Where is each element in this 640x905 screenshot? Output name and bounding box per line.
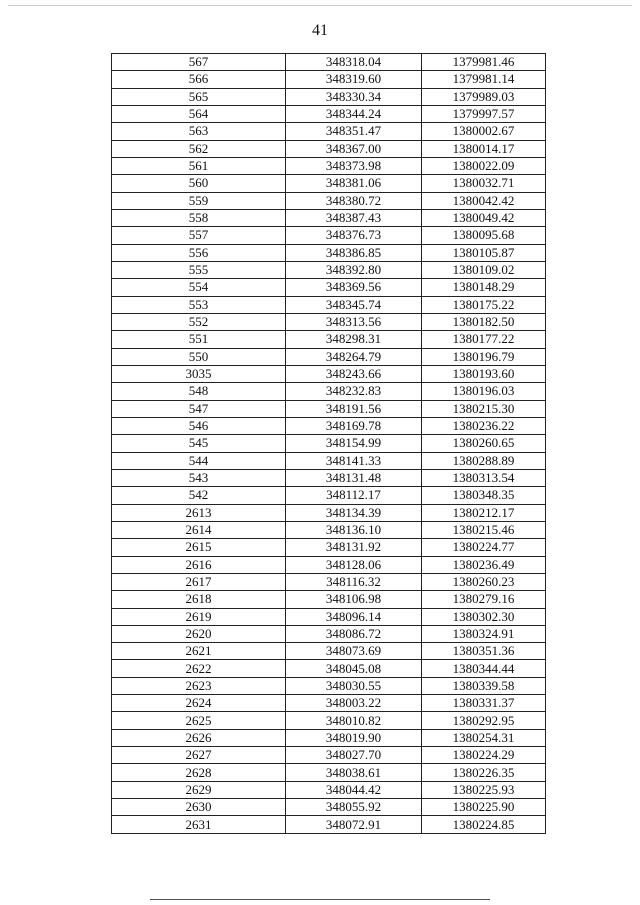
table-row (112, 348, 546, 365)
y-coordinate-cell: 1380339.58 (422, 677, 546, 694)
point-number-cell: 2614 (112, 521, 286, 538)
page-number: 41 (312, 22, 328, 39)
x-coordinate-cell: 348073.69 (286, 643, 422, 660)
table-body (112, 54, 546, 834)
table-row (112, 643, 546, 660)
table-row (112, 695, 546, 712)
table-row (112, 764, 546, 781)
y-coordinate-cell: 1380002.67 (422, 123, 546, 140)
table-row (112, 660, 546, 677)
x-coordinate-cell: 348030.55 (286, 677, 422, 694)
y-coordinate-cell: 1380236.22 (422, 417, 546, 434)
x-coordinate-cell: 348154.99 (286, 435, 422, 452)
y-coordinate-cell: 1380148.29 (422, 279, 546, 296)
table-row (112, 747, 546, 764)
x-coordinate-cell: 348376.73 (286, 227, 422, 244)
y-coordinate-cell: 1380288.89 (422, 452, 546, 469)
x-coordinate-cell: 348106.98 (286, 591, 422, 608)
table-row (112, 677, 546, 694)
x-coordinate-cell: 348045.08 (286, 660, 422, 677)
y-coordinate-cell: 1380022.09 (422, 157, 546, 174)
x-coordinate-cell: 348131.48 (286, 469, 422, 486)
table-row (112, 417, 546, 434)
point-number-cell: 2618 (112, 591, 286, 608)
table-row (112, 435, 546, 452)
y-coordinate-cell: 1380196.79 (422, 348, 546, 365)
x-coordinate-cell: 348232.83 (286, 383, 422, 400)
point-number-cell: 566 (112, 71, 286, 88)
y-coordinate-cell: 1380254.31 (422, 729, 546, 746)
y-coordinate-cell: 1380324.91 (422, 625, 546, 642)
point-number-cell: 554 (112, 279, 286, 296)
point-number-cell: 2631 (112, 816, 286, 833)
y-coordinate-cell: 1380182.50 (422, 313, 546, 330)
y-coordinate-cell: 1380302.30 (422, 608, 546, 625)
table-row (112, 591, 546, 608)
x-coordinate-cell: 348044.42 (286, 781, 422, 798)
point-number-cell: 542 (112, 487, 286, 504)
y-coordinate-cell: 1380224.77 (422, 539, 546, 556)
point-number-cell: 2624 (112, 695, 286, 712)
table-row (112, 781, 546, 798)
y-coordinate-cell: 1380260.23 (422, 573, 546, 590)
x-coordinate-cell: 348003.22 (286, 695, 422, 712)
point-number-cell: 3035 (112, 365, 286, 382)
scan-edge-line (8, 5, 632, 6)
x-coordinate-cell: 348318.04 (286, 54, 422, 71)
y-coordinate-cell: 1380225.90 (422, 799, 546, 816)
y-coordinate-cell: 1380014.17 (422, 140, 546, 157)
x-coordinate-cell: 348386.85 (286, 244, 422, 261)
x-coordinate-cell: 348116.32 (286, 573, 422, 590)
table-row (112, 729, 546, 746)
point-number-cell: 552 (112, 313, 286, 330)
y-coordinate-cell: 1379989.03 (422, 88, 546, 105)
x-coordinate-cell: 348345.74 (286, 296, 422, 313)
scan-edge-line (150, 899, 490, 900)
table-row (112, 279, 546, 296)
x-coordinate-cell: 348086.72 (286, 625, 422, 642)
point-number-cell: 2621 (112, 643, 286, 660)
table-row (112, 123, 546, 140)
x-coordinate-cell: 348038.61 (286, 764, 422, 781)
x-coordinate-cell: 348191.56 (286, 400, 422, 417)
point-number-cell: 567 (112, 54, 286, 71)
point-number-cell: 558 (112, 209, 286, 226)
point-number-cell: 551 (112, 331, 286, 348)
point-number-cell: 546 (112, 417, 286, 434)
point-number-cell: 565 (112, 88, 286, 105)
y-coordinate-cell: 1380226.35 (422, 764, 546, 781)
table-row (112, 54, 546, 71)
x-coordinate-cell: 348369.56 (286, 279, 422, 296)
table-row (112, 625, 546, 642)
table-row (112, 157, 546, 174)
x-coordinate-cell: 348112.17 (286, 487, 422, 504)
point-number-cell: 555 (112, 261, 286, 278)
y-coordinate-cell: 1380177.22 (422, 331, 546, 348)
point-number-cell: 562 (112, 140, 286, 157)
point-number-cell: 2628 (112, 764, 286, 781)
y-coordinate-cell: 1380351.36 (422, 643, 546, 660)
x-coordinate-cell: 348027.70 (286, 747, 422, 764)
point-number-cell: 2625 (112, 712, 286, 729)
y-coordinate-cell: 1380193.60 (422, 365, 546, 382)
point-number-cell: 2627 (112, 747, 286, 764)
table-row (112, 469, 546, 486)
table-row (112, 244, 546, 261)
y-coordinate-cell: 1380215.30 (422, 400, 546, 417)
y-coordinate-cell: 1380313.54 (422, 469, 546, 486)
y-coordinate-cell: 1380225.93 (422, 781, 546, 798)
table-row (112, 331, 546, 348)
point-number-cell: 564 (112, 105, 286, 122)
point-number-cell: 2615 (112, 539, 286, 556)
y-coordinate-cell: 1380042.42 (422, 192, 546, 209)
table-row (112, 192, 546, 209)
x-coordinate-cell: 348243.66 (286, 365, 422, 382)
point-number-cell: 2613 (112, 504, 286, 521)
y-coordinate-cell: 1380292.95 (422, 712, 546, 729)
point-number-cell: 2622 (112, 660, 286, 677)
y-coordinate-cell: 1380224.29 (422, 747, 546, 764)
x-coordinate-cell: 348330.34 (286, 88, 422, 105)
point-number-cell: 559 (112, 192, 286, 209)
point-number-cell: 2623 (112, 677, 286, 694)
point-number-cell: 561 (112, 157, 286, 174)
x-coordinate-cell: 348264.79 (286, 348, 422, 365)
table-row (112, 365, 546, 382)
table-row (112, 88, 546, 105)
coordinates-table (111, 53, 546, 834)
table-row (112, 105, 546, 122)
table-row (112, 209, 546, 226)
x-coordinate-cell: 348141.33 (286, 452, 422, 469)
point-number-cell: 550 (112, 348, 286, 365)
y-coordinate-cell: 1380279.16 (422, 591, 546, 608)
y-coordinate-cell: 1380105.87 (422, 244, 546, 261)
x-coordinate-cell: 348344.24 (286, 105, 422, 122)
x-coordinate-cell: 348387.43 (286, 209, 422, 226)
y-coordinate-cell: 1380348.35 (422, 487, 546, 504)
x-coordinate-cell: 348055.92 (286, 799, 422, 816)
y-coordinate-cell: 1379981.46 (422, 54, 546, 71)
y-coordinate-cell: 1380224.85 (422, 816, 546, 833)
table-row (112, 573, 546, 590)
table-row (112, 816, 546, 833)
x-coordinate-cell: 348136.10 (286, 521, 422, 538)
y-coordinate-cell: 1380260.65 (422, 435, 546, 452)
table-row (112, 799, 546, 816)
x-coordinate-cell: 348373.98 (286, 157, 422, 174)
x-coordinate-cell: 348351.47 (286, 123, 422, 140)
y-coordinate-cell: 1379981.14 (422, 71, 546, 88)
y-coordinate-cell: 1380095.68 (422, 227, 546, 244)
point-number-cell: 544 (112, 452, 286, 469)
point-number-cell: 557 (112, 227, 286, 244)
table-row (112, 71, 546, 88)
point-number-cell: 2629 (112, 781, 286, 798)
point-number-cell: 543 (112, 469, 286, 486)
y-coordinate-cell: 1380331.37 (422, 695, 546, 712)
table-row (112, 400, 546, 417)
x-coordinate-cell: 348072.91 (286, 816, 422, 833)
table-row (112, 313, 546, 330)
table-row (112, 608, 546, 625)
table-row (112, 539, 546, 556)
y-coordinate-cell: 1380215.46 (422, 521, 546, 538)
x-coordinate-cell: 348367.00 (286, 140, 422, 157)
x-coordinate-cell: 348128.06 (286, 556, 422, 573)
y-coordinate-cell: 1380344.44 (422, 660, 546, 677)
table-row (112, 227, 546, 244)
y-coordinate-cell: 1379997.57 (422, 105, 546, 122)
table-row (112, 452, 546, 469)
point-number-cell: 2616 (112, 556, 286, 573)
y-coordinate-cell: 1380212.17 (422, 504, 546, 521)
y-coordinate-cell: 1380049.42 (422, 209, 546, 226)
x-coordinate-cell: 348010.82 (286, 712, 422, 729)
point-number-cell: 553 (112, 296, 286, 313)
y-coordinate-cell: 1380109.02 (422, 261, 546, 278)
point-number-cell: 2620 (112, 625, 286, 642)
x-coordinate-cell: 348319.60 (286, 71, 422, 88)
table-row (112, 261, 546, 278)
y-coordinate-cell: 1380196.03 (422, 383, 546, 400)
point-number-cell: 545 (112, 435, 286, 452)
x-coordinate-cell: 348169.78 (286, 417, 422, 434)
x-coordinate-cell: 348298.31 (286, 331, 422, 348)
x-coordinate-cell: 348313.56 (286, 313, 422, 330)
y-coordinate-cell: 1380032.71 (422, 175, 546, 192)
table-row (112, 383, 546, 400)
x-coordinate-cell: 348380.72 (286, 192, 422, 209)
point-number-cell: 556 (112, 244, 286, 261)
x-coordinate-cell: 348019.90 (286, 729, 422, 746)
table-row (112, 175, 546, 192)
x-coordinate-cell: 348131.92 (286, 539, 422, 556)
y-coordinate-cell: 1380175.22 (422, 296, 546, 313)
table-row (112, 487, 546, 504)
x-coordinate-cell: 348392.80 (286, 261, 422, 278)
point-number-cell: 560 (112, 175, 286, 192)
point-number-cell: 548 (112, 383, 286, 400)
point-number-cell: 2626 (112, 729, 286, 746)
point-number-cell: 2617 (112, 573, 286, 590)
y-coordinate-cell: 1380236.49 (422, 556, 546, 573)
x-coordinate-cell: 348381.06 (286, 175, 422, 192)
x-coordinate-cell: 348096.14 (286, 608, 422, 625)
table-row (112, 504, 546, 521)
point-number-cell: 563 (112, 123, 286, 140)
point-number-cell: 2630 (112, 799, 286, 816)
table-row (112, 556, 546, 573)
point-number-cell: 2619 (112, 608, 286, 625)
point-number-cell: 547 (112, 400, 286, 417)
table-row (112, 140, 546, 157)
x-coordinate-cell: 348134.39 (286, 504, 422, 521)
table-row (112, 712, 546, 729)
table-row (112, 521, 546, 538)
table-row (112, 296, 546, 313)
